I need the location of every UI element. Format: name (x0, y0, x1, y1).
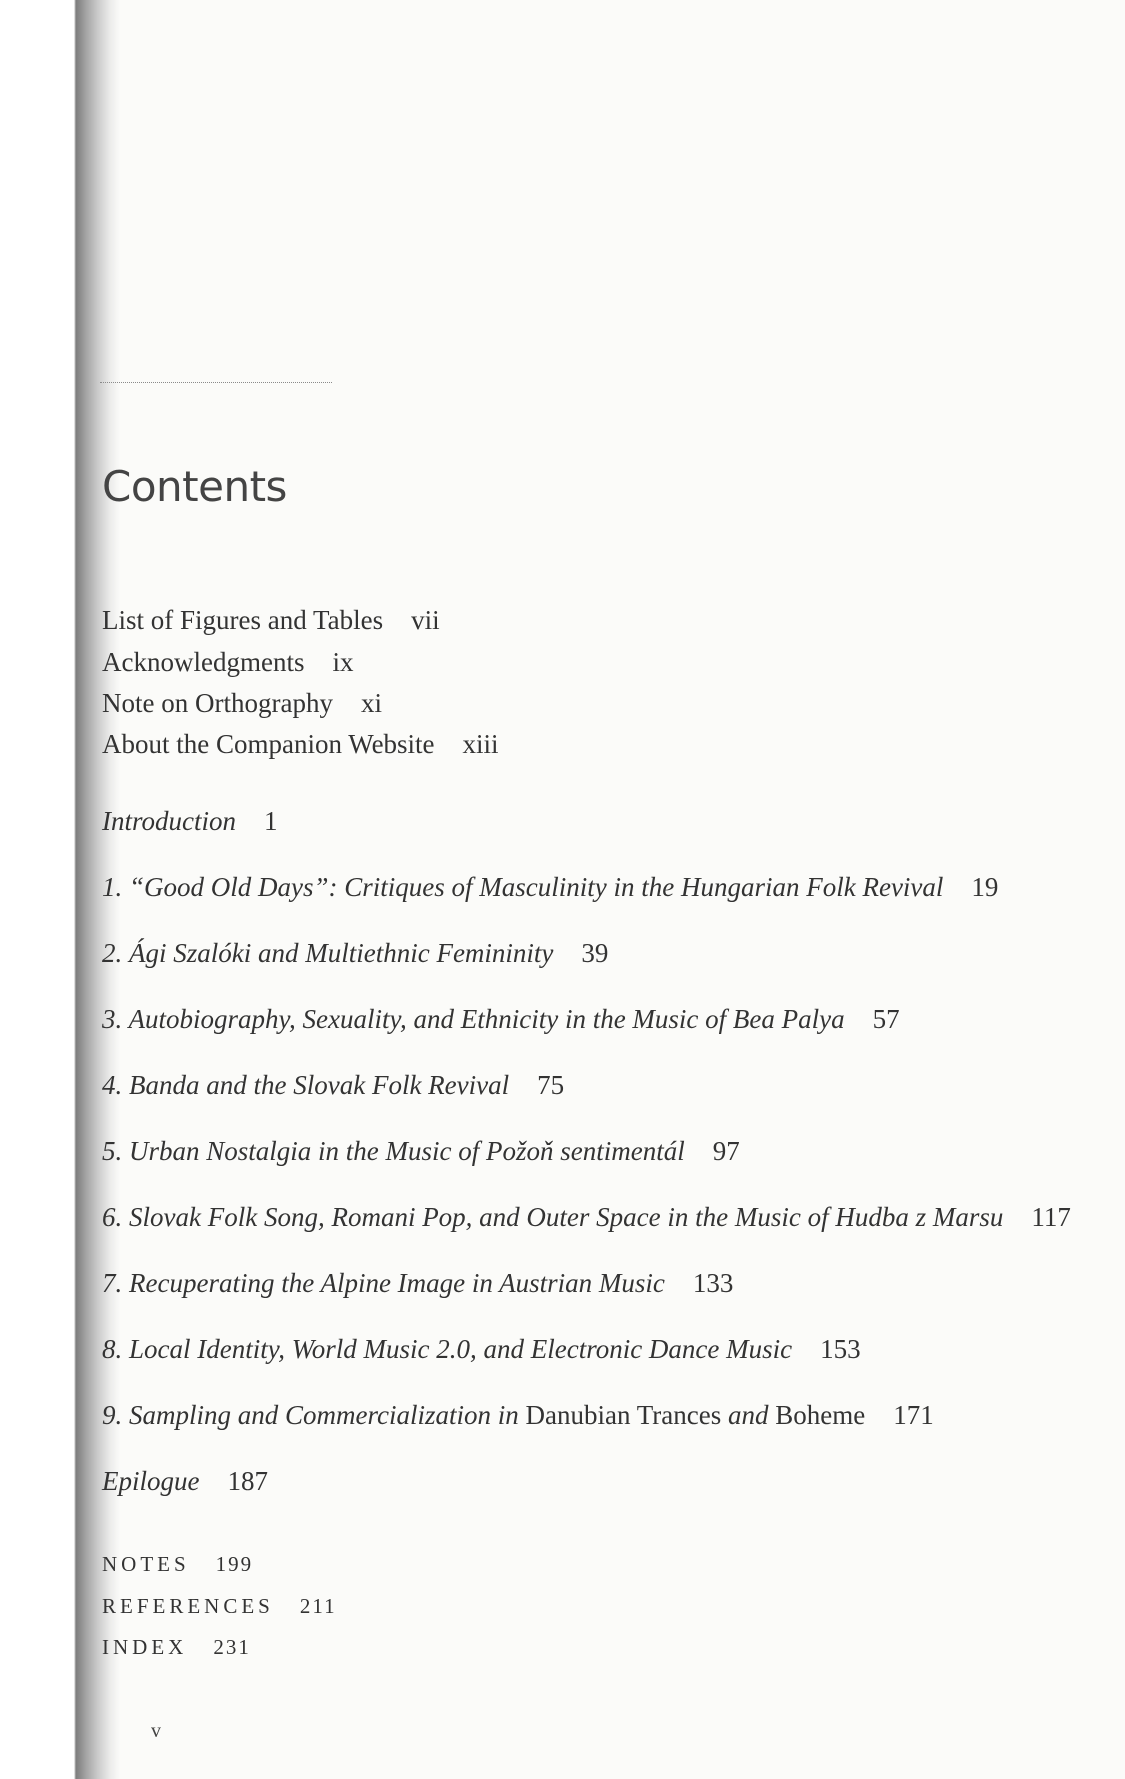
chapter-number: 7. (102, 1268, 123, 1298)
toc-entry-page: xiii (462, 729, 499, 759)
toc-entry-page: 171 (893, 1400, 934, 1430)
toc-entry-page: xi (360, 688, 382, 718)
toc-entry-page: 211 (299, 1594, 337, 1618)
toc-entry-title: Epilogue (102, 1466, 200, 1496)
toc-entry-page: 57 (872, 1004, 900, 1034)
toc-entry-title: Local Identity, World Music 2.0, and Electronic Dance Music (129, 1334, 793, 1364)
toc-entry-page: vii (411, 605, 440, 635)
toc-entry-page: 187 (227, 1466, 268, 1496)
toc-entry-page: ix (332, 647, 354, 677)
toc-entry-chapter-2[interactable] (102, 938, 608, 969)
toc-entry-index[interactable] (102, 1635, 251, 1660)
toc-entry-title: Banda and the Slovak Folk Revival (129, 1070, 510, 1100)
toc-entry-title: Recuperating the Alpine Image in Austrian Music (129, 1268, 665, 1298)
toc-entry-references[interactable] (102, 1594, 337, 1619)
toc-entry-chapter-5[interactable] (102, 1136, 740, 1167)
toc-entry-title: Ági Szalóki and Multiethnic Femininity (129, 938, 554, 968)
toc-entry-page: 153 (820, 1334, 861, 1364)
toc-entry-title: NOTES (102, 1552, 190, 1576)
toc-entry-chapter-3[interactable] (102, 1004, 900, 1035)
toc-entry-title-part: Danubian Trances (525, 1400, 722, 1430)
page-folio: v (151, 1720, 161, 1742)
toc-entry-acknowledgments[interactable] (102, 647, 353, 678)
page-title: Contents (102, 462, 287, 511)
toc-entry-page: 133 (692, 1268, 734, 1298)
toc-entry-title: Note on Orthography (102, 688, 333, 718)
toc-entry-title: INDEX (102, 1635, 188, 1659)
toc-entry-title: “Good Old Days”: Critiques of Masculinity in the Hungarian Folk Revival (129, 872, 944, 902)
toc-entry-title: Urban Nostalgia in the Music of Požoň sentimentál (129, 1136, 685, 1166)
toc-entry-chapter-4[interactable] (102, 1070, 564, 1101)
toc-entry-notes[interactable] (102, 1552, 253, 1577)
toc-entry-chapter-1[interactable] (102, 872, 998, 903)
toc-entry-title: Slovak Folk Song, Romani Pop, and Outer Space in the Music of Hudba z Marsu (129, 1202, 1004, 1232)
chapter-number: 1. (102, 872, 123, 902)
toc-entry-title: REFERENCES (102, 1594, 274, 1618)
toc-entry-chapter-9[interactable] (102, 1400, 934, 1431)
toc-entry-companion-website[interactable] (102, 729, 499, 760)
toc-entry-page: 75 (537, 1070, 565, 1100)
toc-entry-page: 97 (712, 1136, 740, 1166)
toc-entry-chapter-7[interactable] (102, 1268, 733, 1299)
chapter-number: 6. (102, 1202, 123, 1232)
toc-entry-title-part: Sampling and Commercialization in (129, 1400, 519, 1430)
toc-entry-title: Acknowledgments (102, 647, 305, 677)
toc-entry-page: 117 (1031, 1202, 1071, 1232)
toc-entry-page: 39 (581, 938, 609, 968)
chapter-number: 9. (102, 1400, 123, 1430)
toc-entry-title: List of Figures and Tables (102, 605, 384, 635)
toc-entry-page: 231 (213, 1635, 251, 1659)
toc-entry-chapter-8[interactable] (102, 1334, 861, 1365)
toc-entry-chapter-6[interactable] (102, 1202, 1071, 1233)
toc-entry-orthography[interactable] (102, 688, 382, 719)
chapter-number: 4. (102, 1070, 123, 1100)
toc-entry-title: Autobiography, Sexuality, and Ethnicity in the Music of Bea Palya (128, 1004, 845, 1034)
toc-entry-title-part: Boheme (775, 1400, 866, 1430)
toc-entry-page: 1 (264, 806, 278, 836)
toc-entry-introduction[interactable] (102, 806, 278, 837)
chapter-number: 2. (102, 938, 123, 968)
toc-entry-title-part: and (727, 1400, 769, 1430)
toc-entry-figures-tables[interactable] (102, 605, 440, 636)
toc-entry-title: Introduction (102, 806, 236, 836)
toc-entry-epilogue[interactable] (102, 1466, 268, 1497)
toc-entry-title: About the Companion Website (102, 729, 435, 759)
chapter-number: 5. (102, 1136, 123, 1166)
toc-entry-page: 19 (971, 872, 999, 902)
toc-entry-page: 199 (215, 1552, 254, 1576)
dotted-rule (100, 382, 332, 383)
chapter-number: 3. (102, 1004, 123, 1034)
chapter-number: 8. (102, 1334, 123, 1364)
